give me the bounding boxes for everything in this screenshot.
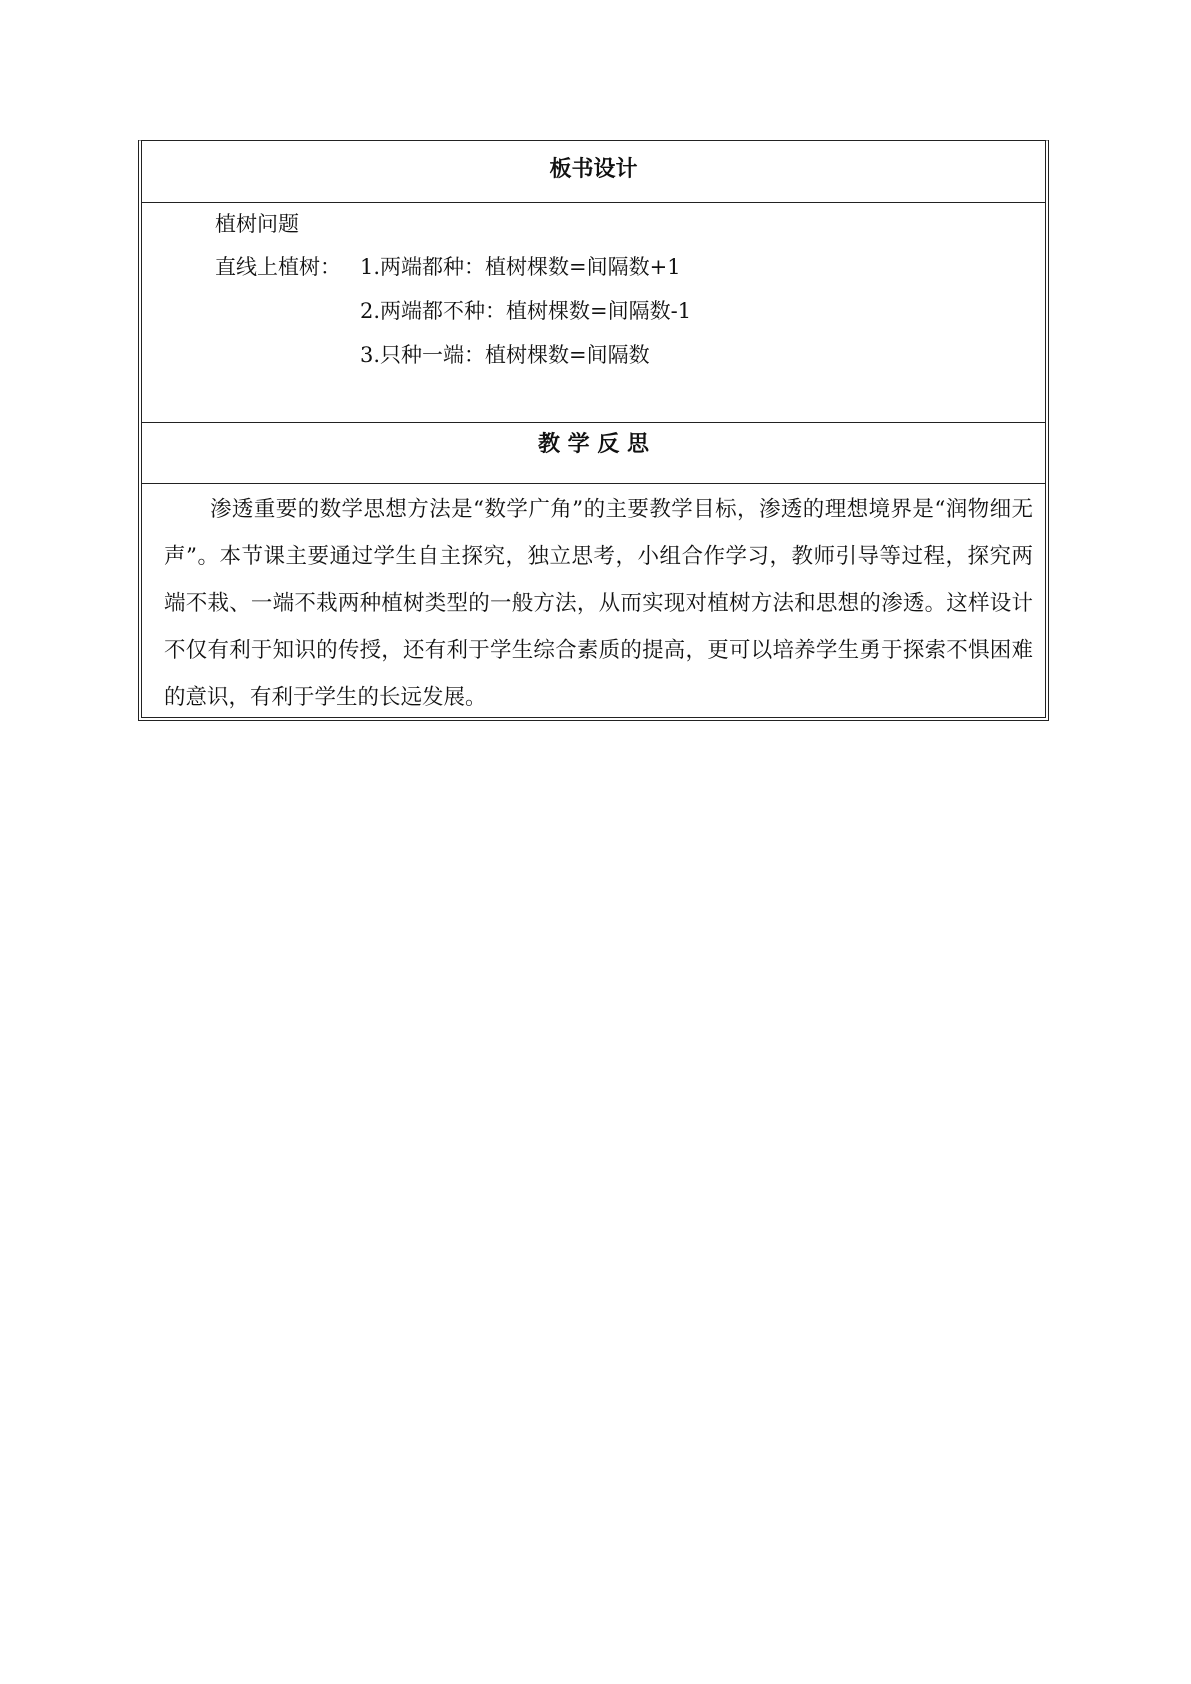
board-topic: 植树问题 <box>215 212 299 236</box>
board-lead: 直线上植树： <box>215 255 341 279</box>
header-divider <box>142 202 1045 203</box>
board-rule-3: 3.只种一端：植树棵数=间隔数 <box>360 343 650 367</box>
board-rule-2: 2.两端都不种：植树棵数=间隔数-1 <box>360 299 692 323</box>
reflection-header: 教 学 反 思 <box>538 431 649 457</box>
board-rule-1: 1.两端都种：植树棵数=间隔数+1 <box>360 255 681 279</box>
lesson-table <box>138 140 1049 721</box>
board-design-header: 板书设计 <box>549 156 638 182</box>
reflection-divider <box>142 483 1045 484</box>
reflection-paragraph: 渗透重要的数学思想方法是“数学广角”的主要教学目标，渗透的理想境界是“润物细无声”。本节课主要通过学生自主探究，独立思考，小组合作学习，教师引导等过程，探究两端不栽、一端不栽两种植树类型的一般方法，从而实现对植树方法和思想的渗透。这样设计不仅有利于知识的传授，还有利于学生综合素质的提高，更可以培养学生勇于探索不惧困难的意识，有利于学生的长远发展。 <box>164 497 1033 710</box>
section-divider <box>142 422 1045 423</box>
